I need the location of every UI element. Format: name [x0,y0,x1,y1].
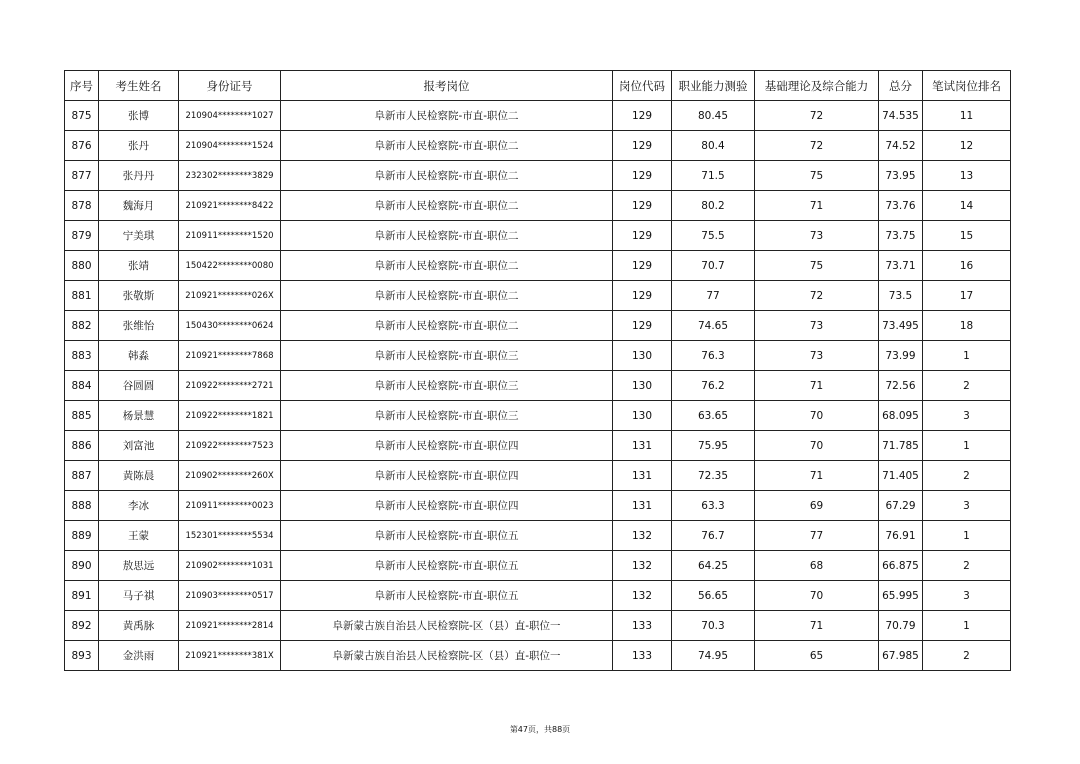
cell-theory-score: 72 [755,131,879,161]
cell-rank: 18 [923,311,1011,341]
cell-theory-score: 75 [755,251,879,281]
cell-position-code: 132 [613,581,672,611]
cell-idcard: 210921********026X [179,281,281,311]
table-body [65,101,1011,671]
cell-position-code: 129 [613,191,672,221]
cell-position-code: 129 [613,281,672,311]
cell-aptitude-score: 63.3 [672,491,755,521]
table-row [65,371,1011,401]
cell-position-code: 131 [613,461,672,491]
cell-name: 李冰 [99,491,179,521]
cell-total-score: 66.875 [879,551,923,581]
table-row [65,401,1011,431]
table-row [65,431,1011,461]
cell-position-code: 129 [613,251,672,281]
cell-theory-score: 72 [755,101,879,131]
cell-aptitude-score: 56.65 [672,581,755,611]
cell-name: 金洪雨 [99,641,179,671]
cell-position: 阜新市人民检察院-市直-职位五 [281,551,613,581]
cell-total-score: 70.79 [879,611,923,641]
cell-idcard: 210902********260X [179,461,281,491]
cell-position: 阜新蒙古族自治县人民检察院-区（县）直-职位一 [281,611,613,641]
cell-seq: 876 [65,131,99,161]
cell-position-code: 131 [613,431,672,461]
table-row [65,491,1011,521]
header-position-code: 岗位代码 [613,71,672,101]
cell-total-score: 73.495 [879,311,923,341]
cell-total-score: 73.5 [879,281,923,311]
table-row [65,161,1011,191]
cell-rank: 11 [923,101,1011,131]
cell-aptitude-score: 70.7 [672,251,755,281]
cell-name: 张维怡 [99,311,179,341]
header-idcard: 身份证号 [179,71,281,101]
cell-aptitude-score: 64.25 [672,551,755,581]
header-name: 考生姓名 [99,71,179,101]
cell-position: 阜新市人民检察院-市直-职位五 [281,521,613,551]
cell-position: 阜新市人民检察院-市直-职位四 [281,491,613,521]
cell-idcard: 210921********381X [179,641,281,671]
cell-total-score: 73.75 [879,221,923,251]
cell-idcard: 232302********3829 [179,161,281,191]
cell-idcard: 210902********1031 [179,551,281,581]
cell-idcard: 210904********1524 [179,131,281,161]
cell-position: 阜新蒙古族自治县人民检察院-区（县）直-职位一 [281,641,613,671]
cell-idcard: 210921********8422 [179,191,281,221]
cell-theory-score: 71 [755,371,879,401]
cell-total-score: 74.535 [879,101,923,131]
cell-position: 阜新市人民检察院-市直-职位三 [281,371,613,401]
page-footer: 第47页，共88页 [509,725,571,734]
cell-position-code: 129 [613,311,672,341]
header-rank: 笔试岗位排名 [923,71,1011,101]
cell-position: 阜新市人民检察院-市直-职位四 [281,431,613,461]
cell-idcard: 210922********7523 [179,431,281,461]
cell-theory-score: 70 [755,401,879,431]
cell-total-score: 73.99 [879,341,923,371]
table-row [65,251,1011,281]
cell-total-score: 67.29 [879,491,923,521]
cell-position: 阜新市人民检察院-市直-职位三 [281,401,613,431]
cell-rank: 1 [923,431,1011,461]
cell-theory-score: 71 [755,191,879,221]
cell-name: 张靖 [99,251,179,281]
cell-position-code: 129 [613,101,672,131]
cell-rank: 3 [923,581,1011,611]
cell-name: 杨景慧 [99,401,179,431]
table-row [65,131,1011,161]
table-row [65,341,1011,371]
cell-total-score: 71.785 [879,431,923,461]
cell-position-code: 129 [613,131,672,161]
cell-aptitude-score: 76.2 [672,371,755,401]
header-aptitude-score: 职业能力测验 [672,71,755,101]
cell-name: 黄禹脉 [99,611,179,641]
cell-idcard: 210903********0517 [179,581,281,611]
cell-name: 魏海月 [99,191,179,221]
cell-theory-score: 69 [755,491,879,521]
cell-seq: 892 [65,611,99,641]
cell-total-score: 74.52 [879,131,923,161]
cell-name: 王蒙 [99,521,179,551]
cell-idcard: 210911********0023 [179,491,281,521]
cell-position: 阜新市人民检察院-市直-职位二 [281,311,613,341]
cell-position-code: 130 [613,371,672,401]
table-row [65,221,1011,251]
cell-theory-score: 71 [755,611,879,641]
cell-rank: 1 [923,611,1011,641]
cell-position: 阜新市人民检察院-市直-职位二 [281,251,613,281]
cell-rank: 3 [923,491,1011,521]
cell-position: 阜新市人民检察院-市直-职位五 [281,581,613,611]
cell-idcard: 210922********1821 [179,401,281,431]
cell-position: 阜新市人民检察院-市直-职位二 [281,191,613,221]
cell-rank: 16 [923,251,1011,281]
cell-position-code: 133 [613,611,672,641]
cell-seq: 890 [65,551,99,581]
table-row [65,581,1011,611]
cell-theory-score: 68 [755,551,879,581]
cell-theory-score: 70 [755,431,879,461]
cell-position-code: 130 [613,341,672,371]
table-row [65,101,1011,131]
cell-seq: 893 [65,641,99,671]
cell-name: 张丹 [99,131,179,161]
header-theory-score: 基础理论及综合能力 [755,71,879,101]
cell-rank: 17 [923,281,1011,311]
cell-aptitude-score: 75.5 [672,221,755,251]
cell-position-code: 129 [613,221,672,251]
cell-name: 张敬斯 [99,281,179,311]
cell-seq: 891 [65,581,99,611]
cell-aptitude-score: 74.65 [672,311,755,341]
cell-position-code: 129 [613,161,672,191]
cell-rank: 3 [923,401,1011,431]
cell-aptitude-score: 70.3 [672,611,755,641]
cell-total-score: 73.76 [879,191,923,221]
cell-total-score: 71.405 [879,461,923,491]
header-row [65,71,1011,101]
cell-seq: 877 [65,161,99,191]
cell-aptitude-score: 74.95 [672,641,755,671]
cell-idcard: 210904********1027 [179,101,281,131]
cell-theory-score: 75 [755,161,879,191]
table-row [65,551,1011,581]
cell-total-score: 73.71 [879,251,923,281]
cell-seq: 884 [65,371,99,401]
cell-seq: 882 [65,311,99,341]
cell-seq: 880 [65,251,99,281]
cell-theory-score: 77 [755,521,879,551]
cell-position: 阜新市人民检察院-市直-职位三 [281,341,613,371]
cell-position-code: 132 [613,521,672,551]
cell-total-score: 72.56 [879,371,923,401]
cell-theory-score: 73 [755,311,879,341]
cell-seq: 883 [65,341,99,371]
cell-theory-score: 65 [755,641,879,671]
cell-rank: 14 [923,191,1011,221]
cell-seq: 886 [65,431,99,461]
cell-name: 黄陈晨 [99,461,179,491]
cell-theory-score: 72 [755,281,879,311]
cell-rank: 12 [923,131,1011,161]
cell-name: 张博 [99,101,179,131]
table-row [65,461,1011,491]
table-row [65,611,1011,641]
cell-rank: 15 [923,221,1011,251]
cell-idcard: 150430********0624 [179,311,281,341]
cell-idcard: 210922********2721 [179,371,281,401]
cell-position-code: 131 [613,491,672,521]
cell-name: 敖思远 [99,551,179,581]
cell-theory-score: 73 [755,221,879,251]
cell-aptitude-score: 75.95 [672,431,755,461]
cell-total-score: 65.995 [879,581,923,611]
cell-aptitude-score: 80.2 [672,191,755,221]
cell-total-score: 76.91 [879,521,923,551]
cell-rank: 2 [923,551,1011,581]
cell-position: 阜新市人民检察院-市直-职位二 [281,281,613,311]
cell-position: 阜新市人民检察院-市直-职位四 [281,461,613,491]
cell-name: 刘富池 [99,431,179,461]
table-row [65,191,1011,221]
cell-aptitude-score: 80.4 [672,131,755,161]
cell-seq: 878 [65,191,99,221]
cell-aptitude-score: 63.65 [672,401,755,431]
cell-seq: 889 [65,521,99,551]
cell-position: 阜新市人民检察院-市直-职位二 [281,161,613,191]
cell-idcard: 150422********0080 [179,251,281,281]
cell-position: 阜新市人民检察院-市直-职位二 [281,221,613,251]
table-row [65,311,1011,341]
cell-rank: 2 [923,461,1011,491]
cell-name: 谷圆圆 [99,371,179,401]
cell-name: 马子祺 [99,581,179,611]
cell-rank: 2 [923,371,1011,401]
cell-seq: 881 [65,281,99,311]
cell-rank: 1 [923,341,1011,371]
table-row [65,281,1011,311]
table-row [65,641,1011,671]
cell-total-score: 68.095 [879,401,923,431]
cell-name: 宁美琪 [99,221,179,251]
cell-position: 阜新市人民检察院-市直-职位二 [281,131,613,161]
cell-seq: 887 [65,461,99,491]
header-position: 报考岗位 [281,71,613,101]
cell-seq: 885 [65,401,99,431]
cell-name: 张丹丹 [99,161,179,191]
cell-idcard: 210911********1520 [179,221,281,251]
header-total-score: 总分 [879,71,923,101]
cell-name: 韩淼 [99,341,179,371]
cell-seq: 875 [65,101,99,131]
cell-theory-score: 71 [755,461,879,491]
cell-rank: 2 [923,641,1011,671]
cell-aptitude-score: 80.45 [672,101,755,131]
cell-seq: 879 [65,221,99,251]
cell-position: 阜新市人民检察院-市直-职位二 [281,101,613,131]
cell-total-score: 67.985 [879,641,923,671]
cell-aptitude-score: 76.7 [672,521,755,551]
header-seq: 序号 [65,71,99,101]
cell-seq: 888 [65,491,99,521]
cell-rank: 13 [923,161,1011,191]
cell-aptitude-score: 71.5 [672,161,755,191]
cell-aptitude-score: 77 [672,281,755,311]
cell-rank: 1 [923,521,1011,551]
cell-position-code: 133 [613,641,672,671]
cell-theory-score: 70 [755,581,879,611]
cell-position-code: 130 [613,401,672,431]
cell-idcard: 210921********2814 [179,611,281,641]
cell-position-code: 132 [613,551,672,581]
cell-idcard: 210921********7868 [179,341,281,371]
cell-theory-score: 73 [755,341,879,371]
cell-aptitude-score: 72.35 [672,461,755,491]
cell-total-score: 73.95 [879,161,923,191]
table-row [65,521,1011,551]
cell-aptitude-score: 76.3 [672,341,755,371]
cell-idcard: 152301********5534 [179,521,281,551]
score-table [64,70,1011,671]
